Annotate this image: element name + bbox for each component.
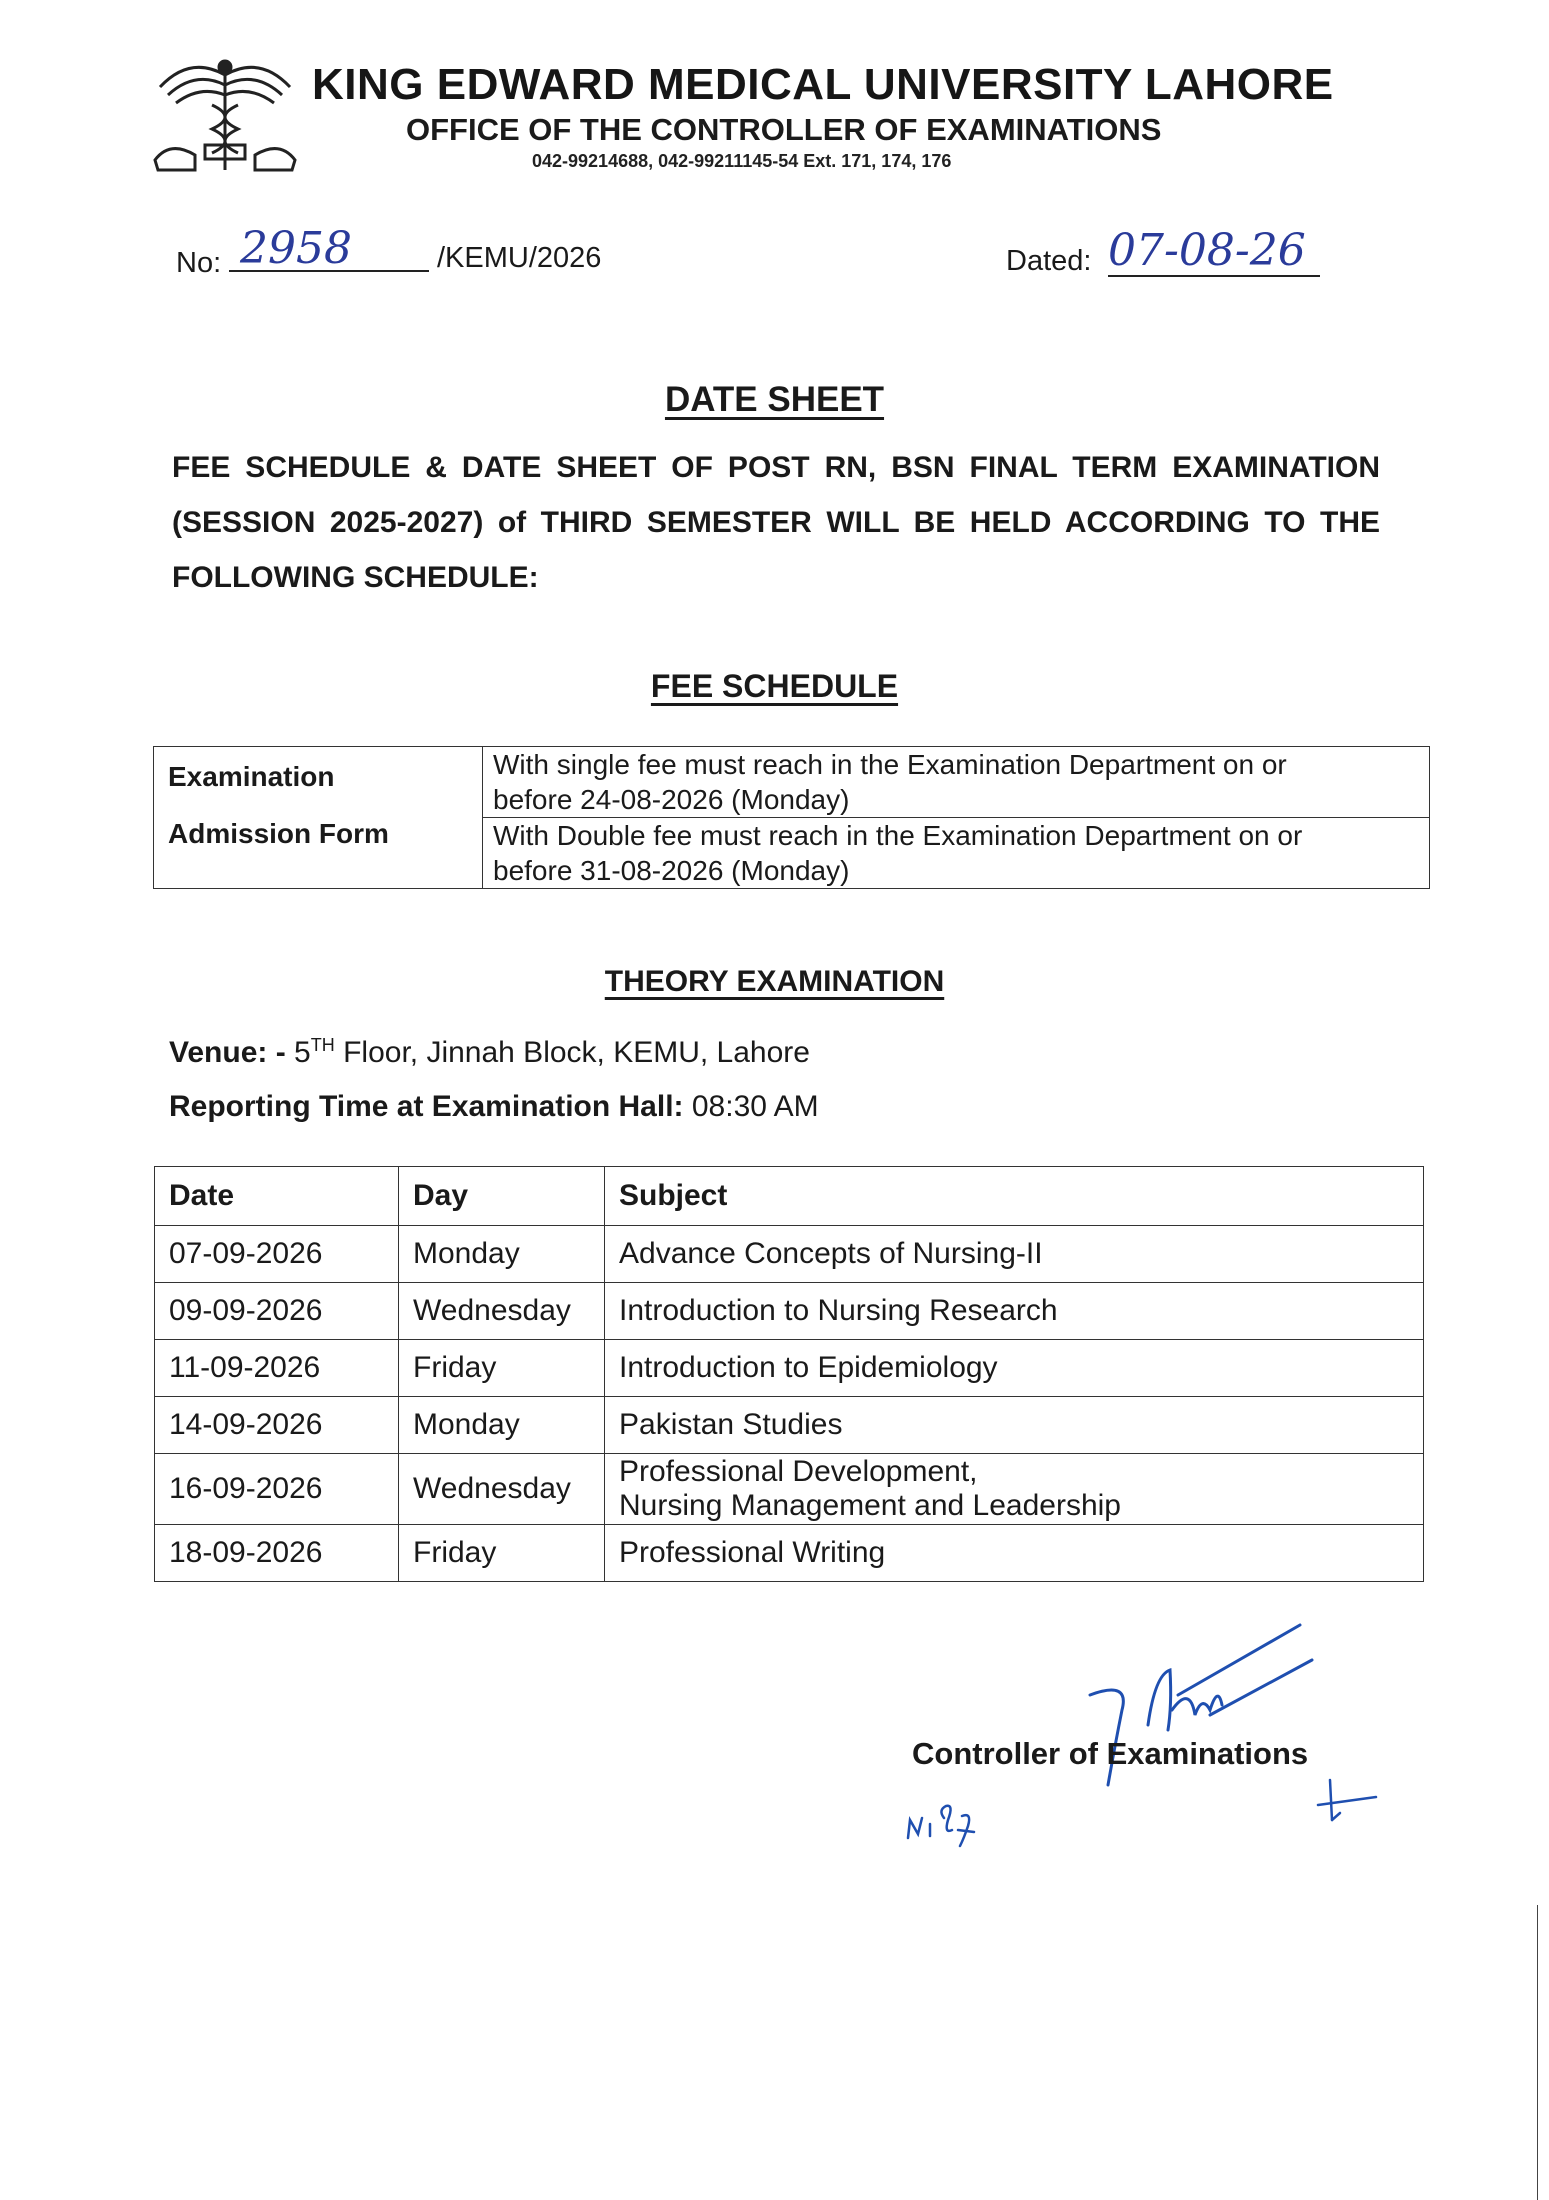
cell-subject: Pakistan Studies <box>605 1397 1424 1454</box>
reporting-value: 08:30 AM <box>691 1090 819 1123</box>
cell-date: 11-09-2026 <box>155 1340 399 1397</box>
fee-single-line2: before 24-08-2026 (Monday) <box>493 784 850 815</box>
fee-schedule-heading: FEE SCHEDULE <box>650 668 899 704</box>
fee-double-line1: With Double fee must reach in the Examination Department on or <box>493 820 1303 851</box>
theory-heading: THEORY EXAMINATION <box>604 965 945 998</box>
cell-date: 07-09-2026 <box>155 1226 399 1283</box>
cell-subject <box>605 1454 1424 1525</box>
column-header-date: Date <box>155 1167 399 1226</box>
reference-suffix: /KEMU/2026 <box>437 242 602 274</box>
table-row <box>155 1283 1424 1340</box>
intro-paragraph: FEE SCHEDULE & DATE SHEET OF POST RN, BSN FINAL TERM EXAMINATION (SESSION 2025-2027) of THIRD SEMESTER WILL BE HELD ACCORDING TO THE FOLLOWING SCHEDULE: <box>172 451 1380 594</box>
venue-floor-number: 5 <box>294 1036 311 1069</box>
cell-subject: Introduction to Epidemiology <box>605 1340 1424 1397</box>
office-name: OFFICE OF THE CONTROLLER OF EXAMINATIONS <box>406 112 1162 147</box>
fee-double-line2: before 31-08-2026 (Monday) <box>493 855 850 886</box>
tick-mark <box>1310 1775 1380 1830</box>
cell-subject: Advance Concepts of Nursing-II <box>605 1226 1424 1283</box>
column-header-day: Day <box>399 1167 605 1226</box>
cell-subject: Introduction to Nursing Research <box>605 1283 1424 1340</box>
fee-cell-single <box>483 747 1430 818</box>
cell-subject: Professional Writing <box>605 1525 1424 1582</box>
column-header-subject: Subject <box>605 1167 1424 1226</box>
dated-label: Dated: <box>1006 245 1092 277</box>
page-title: DATE SHEET <box>664 380 885 419</box>
table-row <box>155 1397 1424 1454</box>
reference-label: No: <box>176 247 222 279</box>
cell-date: 09-09-2026 <box>155 1283 399 1340</box>
cell-day: Friday <box>399 1525 605 1582</box>
handwritten-initials <box>900 1790 990 1850</box>
handwritten-date: 07-08-26 <box>1108 225 1306 276</box>
table-header-row <box>155 1167 1424 1226</box>
exam-schedule-table <box>154 1166 1424 1582</box>
cell-date: 16-09-2026 <box>155 1454 399 1525</box>
handwritten-reference: 2958 <box>240 223 352 274</box>
fee-schedule-table <box>153 746 1430 889</box>
fee-cell-double <box>483 818 1430 889</box>
fee-label-line2: Admission Form <box>168 818 389 849</box>
cell-day: Friday <box>399 1340 605 1397</box>
cell-day: Monday <box>399 1226 605 1283</box>
university-name: KING EDWARD MEDICAL UNIVERSITY LAHORE <box>312 60 1334 109</box>
table-row <box>155 1340 1424 1397</box>
cell-subject-line2: Nursing Management and Leadership <box>619 1489 1121 1522</box>
cell-date: 14-09-2026 <box>155 1397 399 1454</box>
venue-floor-suffix: TH <box>310 1035 335 1055</box>
venue-text: Floor, Jinnah Block, KEMU, Lahore <box>343 1036 810 1069</box>
cell-day: Wednesday <box>399 1454 605 1525</box>
reporting-time <box>169 1090 819 1124</box>
cell-subject-line1: Professional Development, <box>619 1455 978 1488</box>
page-edge-line <box>1537 1905 1538 2200</box>
cell-day: Monday <box>399 1397 605 1454</box>
fee-label-cell <box>154 747 483 889</box>
cell-date: 18-09-2026 <box>155 1525 399 1582</box>
controller-title: Controller of Examinations <box>912 1736 1309 1771</box>
cell-day: Wednesday <box>399 1283 605 1340</box>
phone-numbers: 042-99214688, 042-99211145-54 Ext. 171, 174, 176 <box>532 151 952 171</box>
reporting-label: Reporting Time at Examination Hall: <box>169 1090 684 1123</box>
venue-label: Venue: - <box>169 1036 286 1069</box>
fee-single-line1: With single fee must reach in the Examination Department on or <box>493 749 1287 780</box>
fee-label-line1: Examination <box>168 761 335 792</box>
university-logo <box>150 45 300 180</box>
table-row <box>155 1454 1424 1525</box>
table-row <box>154 747 1430 818</box>
table-row <box>155 1525 1424 1582</box>
table-row <box>155 1226 1424 1283</box>
venue <box>169 1035 810 1070</box>
